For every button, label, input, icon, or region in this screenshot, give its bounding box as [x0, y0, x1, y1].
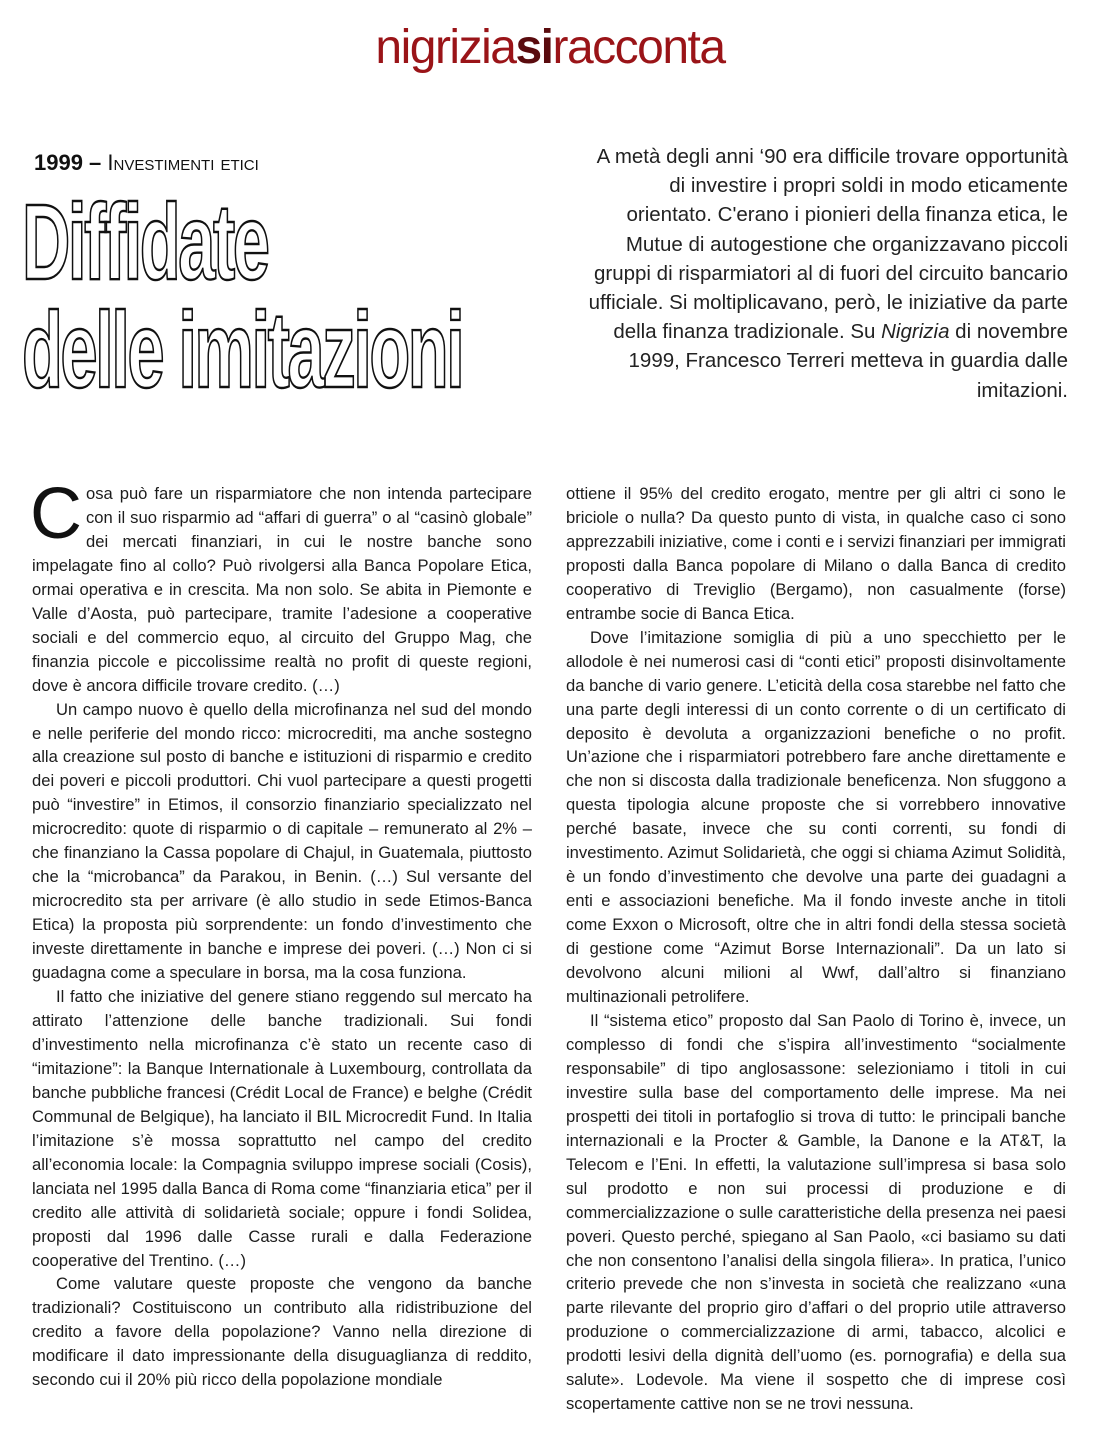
intro-after: di novembre 1999, Francesco Terreri metteva in guardia dalle imitazioni. [628, 320, 1068, 402]
intro-magazine: Nigrizia [881, 320, 950, 344]
drop-cap: C [30, 474, 82, 554]
headline-line1: Diffidate [22, 181, 268, 302]
masthead-part3: racconta [552, 21, 725, 74]
headline [22, 181, 463, 410]
intro-standfirst [580, 142, 1068, 405]
article-paragraph: Il fatto che iniziative del genere stiano reggendo sul mercato ha attirato l’attenzione delle banche tradizionali. Sui fondi d’investimento nella microfinanza c’è stato un recente caso di “imitazione”: la Banque Internationale à Luxembourg, controllata da banche pubbliche francesi (Crédit Local de France) e belghe (Crédit Communal de Belgique), ha lanciato il BIL Microcredit Fund. In Italia l’imitazione s’è mossa soprattutto nel campo del credito all’economia locale: la Compagnia sviluppo imprese sociali (Cosis), lanciata nel 1995 dalla Banca di Roma come “finanziaria etica” per il credito alle attività di solidarietà sociale; oppure i fondi Solidea, proposti dal 1996 dalle Casse rurali e dalla Federazione cooperative del Trentino. (…) [32, 987, 532, 1270]
paragraph-text: osa può fare un risparmiatore che non intenda partecipare con il suo risparmio ad “affari di guerra” o al “casinò globale” dei mercati finanziari, in cui le nostre banche sono impelagate fino al collo? Può rivolgersi alla Banca Popolare Etica, ormai operativa e in crescita. Ma non solo. Se abita in Piemonte e Valle d’Aosta, può partecipare, tramite l’adesione a cooperative sociali e del commercio equo, al circuito del Gruppo Mag, che finanzia piccole e piccolissime realtà no profit di queste regioni, dove è ancora difficile trovare credito. (…) [32, 484, 532, 695]
article-paragraph: ottiene il 95% del credito erogato, mentre per gli altri ci sono le briciole o nulla? Da questo punto di vista, in qualche caso ci sono apprezzabili iniziative, come i conti e i servizi finanziari per immigrati proposti dalla Banca popolare di Milano o dalla Banca di credito cooperativo di Treviglio (Bergamo), non casualmente (forse) entrambe socie di Banca Etica. [566, 484, 1066, 623]
headline-line2: delle imitazioni [22, 289, 463, 410]
masthead-part1: nigrizia [375, 21, 516, 74]
article-column-left [30, 474, 532, 1392]
article-paragraph: Dove l’imitazione somiglia di più a uno specchietto per le allodole è nei numerosi casi di “conti etici” proposti disinvoltamente da banche di vario genere. L’eticità della cosa starebbe nel fatto che una parte degli interessi di un conto corrente o di un certificato di deposito è devoluta a organizzazioni benefiche o no profit. Un’azione che i risparmiatori potrebbero fare anche direttamente e che non si discosta dalla tradizionale beneficenza. Non sfuggono a questa tipologia alcune proposte che si vorrebbero innovative perché basate, invece che su conti correnti, su fondi di investimento. Azimut Solidarietà, che oggi si chiama Azimut Solidità, è un fondo d’investimento che devolve una parte dei guadagni a enti e associazioni benefiche. Ma il fondo investe anche in titoli come Exxon o Microsoft, oltre che in altri fondi della stessa società di gestione come “Azimut Borse Internazionali”. Da un lato si devolvono alcuni milioni al Wwf, dall’altro si finanziano multinazionali petrolifere. [566, 627, 1066, 1007]
article-paragraph [30, 474, 532, 698]
section-year: 1999 – [34, 150, 108, 175]
article-paragraph: Il “sistema etico” proposto dal San Paolo di Torino è, invece, un complesso di fondi che s’ispira all’investimento “socialmente responsabile” di tipo anglosassone: selezioniamo i titoli in cui investire sulla base del comportamento delle imprese. Ma nei prospetti dei titoli in portafoglio si trova di tutto: le principali banche internazionali e la Procter & Gamble, la Danone e la AT&T, la Telecom e l’Eni. In effetti, la valutazione sull’impresa si basa solo sul prodotto e non sui processi di produzione e di commercializzazione o sulle caratteristiche della presenza nei paesi poveri. Questo perché, spiegano al San Paolo, «ci basiamo su dati che non consentono l’analisi della singola filiera». In pratica, l’unico criterio prevede che non s’investa in società che realizzano «una parte rilevante del proprio giro d’affari o del proprio utile attraverso produzione o commercializzazione di armi, tabacco, alcolici e prodotti lesivi della dignità dell’uomo (es. pornografia) e della sua salute». Lodevole. Ma viene il sospetto che di imprese così scopertamente cattive non se ne trovi nessuna. [566, 1010, 1066, 1414]
article-paragraph: Un campo nuovo è quello della microfinanza nel sud del mondo e nelle periferie del mondo ricco: microcrediti, ma anche sostegno alla creazione sul posto di banche e istituzioni di risparmio e credito dei poveri e piccoli produttori. Chi vuol partecipare a questi progetti può “investire” in Etimos, il consorzio finanziario specializzato nel microcredito: quote di risparmio o di capitale – remunerato al 2% – che finanziano la Cassa popolare di Chajul, in Guatemala, piuttosto che la “microbanca” da Parakou, in Benin. (…) Sul versante del microcredito sta per arrivare (è allo studio in sede Etimos-Banca Etica) la proposta più sorprendente: un fondo d’investimento che investe direttamente in banche e imprese dei poveri. (…) Non ci si guadagna come a speculare in borsa, ma la cosa funziona. [32, 699, 532, 983]
section-label [34, 150, 259, 176]
intro-before: A metà degli anni ‘90 era difficile trovare opportunità di investire i propri soldi in modo eticamente orientato. C'erano i pionieri della finanza etica, le Mutue di autogestione che organizzavano piccoli gruppi di risparmiatori al di fuori del circuito bancario ufficiale. Si moltiplicavano, però, le iniziative da parte della finanza tradizionale. Su [588, 145, 1068, 344]
article-paragraph: Come valutare queste proposte che vengono da banche tradizionali? Costituiscono un contributo alla ridistribuzione del credito a favore della popolazione? Vanno nella direzione di modificare il dato impressionante della disuguaglianza di reddito, secondo cui il 20% più ricco della popolazione mondiale [32, 1274, 532, 1390]
masthead-logo [340, 18, 760, 78]
masthead-part2: si [515, 21, 553, 74]
section-topic: Investimenti etici [107, 150, 259, 175]
article-column-right [566, 482, 1066, 1416]
